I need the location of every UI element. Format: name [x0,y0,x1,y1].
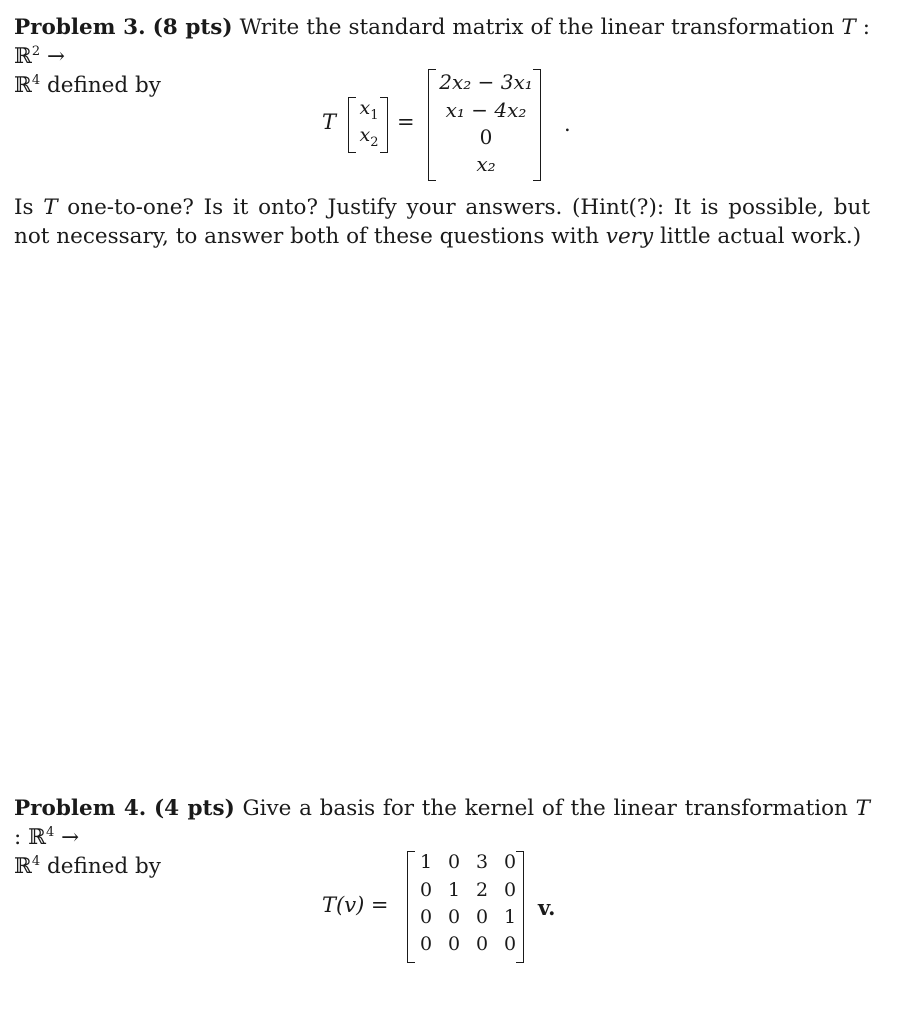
matrix-cell: 0 [503,933,517,955]
matrix-cell: 0 [419,906,433,928]
problem4-colon: : [14,825,22,850]
problem4-defined-by: defined by [47,854,161,879]
problem3-colon: : [862,15,870,40]
problem4-codomain: ℝ$^4$ [14,853,41,879]
matrix-cell: 0 [475,906,489,928]
problem4-lhs: T(v) = [322,893,389,917]
output-row-4: x₂ [476,152,496,176]
input-left-bracket [348,97,356,153]
problem3-equals: = [397,110,415,134]
question-T: T [43,195,58,220]
problem3-domain: ℝ$^2$ [14,43,41,69]
problem4-intro: Give a basis for the kernel of the linear transformation [242,796,848,821]
problem4-heading: Problem 4. [14,796,147,821]
matrix-cell: 0 [419,933,433,955]
matrix-cell: 1 [447,879,461,901]
matrix-cell: 0 [503,851,517,873]
matrix-cell: 0 [419,879,433,901]
problem3-question: Is T one-to-one? Is it onto? Justify your answers. (Hint(?): It is possible, but not necessary, to answer both of these questions with very little actual work.) [14,195,871,249]
problem3-map-T: T [841,15,856,40]
matrix-right-bracket [516,851,524,963]
problem3-intro: Write the standard matrix of the linear transformation [239,15,835,40]
matrix-cell: 0 [503,879,517,901]
matrix-cell: 0 [447,933,461,955]
input-x2: $x_2$ [359,124,379,150]
problem4-rhs: v. [538,895,556,920]
problem3-period: . [564,112,571,136]
problem3-arrow: → [47,44,66,69]
problem4-statement [14,794,870,881]
matrix-cell: 1 [503,906,517,928]
problem3-codomain: ℝ$^4$ [14,72,41,98]
matrix-cell: 0 [475,933,489,955]
problem4-domain: ℝ$^4$ [28,824,55,850]
input-x1: $x_1$ [359,97,379,123]
matrix-cell: 1 [419,851,433,873]
output-row-3: 0 [479,125,493,149]
problem4-points: (4 pts) [154,796,235,821]
problem4-arrow: → [61,825,80,850]
problem4-map-T: T [855,796,870,821]
problem3-points: (8 pts) [152,15,233,40]
matrix-cell: 2 [475,879,489,901]
output-right-bracket [533,69,541,181]
matrix-left-bracket [407,851,415,963]
problem3-heading: Problem 3. [14,15,146,40]
emphasis-very: very [605,224,654,249]
matrix-cell: 0 [447,906,461,928]
output-row-2: x₁ − 4x₂ [445,98,527,122]
problem3-defined-by: defined by [47,73,161,98]
matrix-cell: 0 [447,851,461,873]
output-row-1: 2x₂ − 3x₁ [439,70,533,94]
problem3-lhs-T: T [322,110,337,134]
matrix-cell: 3 [475,851,489,873]
input-right-bracket [380,97,388,153]
